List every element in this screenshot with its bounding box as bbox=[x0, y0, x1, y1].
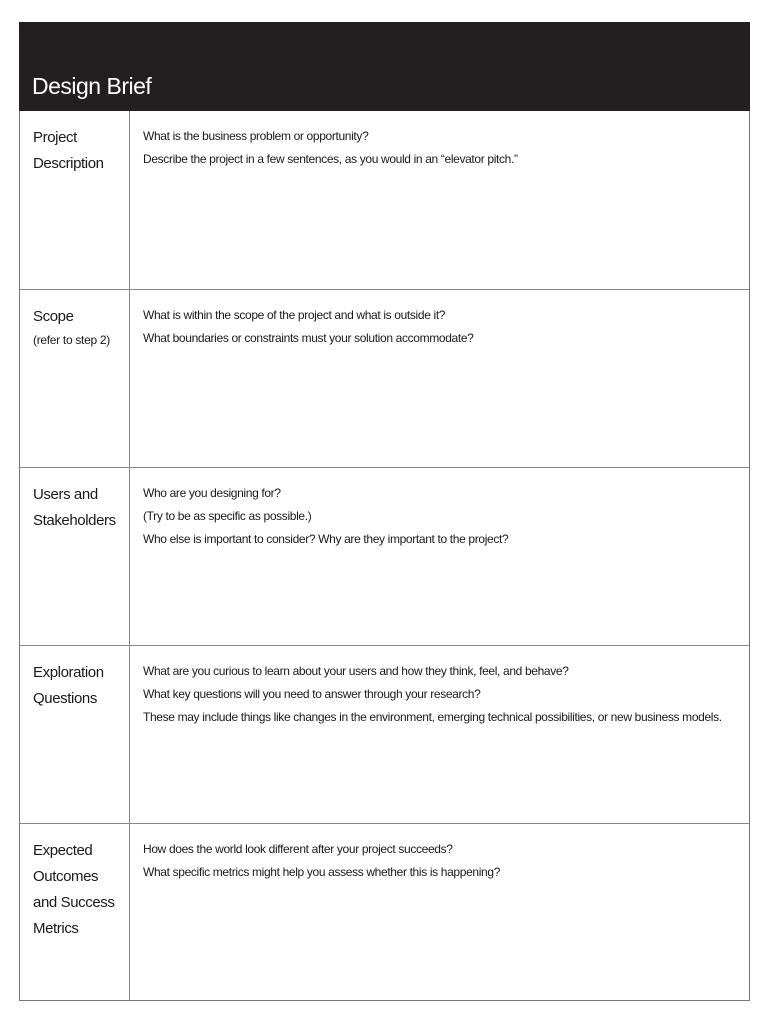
section-label-cell bbox=[20, 290, 130, 467]
section-prompt-cell[interactable] bbox=[130, 111, 749, 289]
section-label-cell bbox=[20, 468, 130, 645]
section-row-expected-outcomes bbox=[20, 823, 749, 1000]
prompt-line: What are you curious to learn about your users and how they think, feel, and behave? bbox=[143, 664, 569, 678]
prompt-line: What is within the scope of the project and what is outside it? bbox=[143, 308, 446, 322]
section-label: Users and Stakeholders bbox=[33, 486, 116, 529]
prompt-line: Who are you designing for? bbox=[143, 486, 281, 500]
prompt-line: (Try to be as specific as possible.) bbox=[143, 509, 312, 523]
section-label-cell bbox=[20, 824, 130, 1000]
header-bar bbox=[19, 22, 750, 111]
section-label-cell bbox=[20, 111, 130, 289]
prompt-line: Describe the project in a few sentences, as you would in an “elevator pitch.” bbox=[143, 152, 518, 166]
section-label: Exploration Questions bbox=[33, 664, 104, 707]
section-prompt-cell[interactable] bbox=[130, 824, 749, 1000]
section-prompt-cell[interactable] bbox=[130, 468, 749, 645]
section-row-project-description bbox=[20, 111, 749, 289]
page-title: Design Brief bbox=[32, 73, 152, 99]
design-brief-sheet bbox=[19, 22, 750, 1004]
prompt-line: What key questions will you need to answer through your research? bbox=[143, 687, 481, 701]
brief-table bbox=[19, 111, 750, 1001]
prompt-line: What is the business problem or opportunity? bbox=[143, 129, 369, 143]
prompt-line: What boundaries or constraints must your solution accommodate? bbox=[143, 331, 474, 345]
prompt-line: These may include things like changes in the environment, emerging technical possibilities, or new business models. bbox=[143, 710, 722, 724]
section-label: Project Description bbox=[33, 129, 104, 172]
section-prompt-cell[interactable] bbox=[130, 290, 749, 467]
prompt-line: Who else is important to consider? Why are they important to the project? bbox=[143, 532, 509, 546]
section-sublabel: (refer to step 2) bbox=[33, 333, 110, 347]
prompt-line: How does the world look different after your project succeeds? bbox=[143, 842, 453, 856]
section-row-exploration-questions bbox=[20, 645, 749, 823]
section-label: Scope bbox=[33, 308, 74, 325]
prompt-line: What specific metrics might help you assess whether this is happening? bbox=[143, 865, 501, 879]
section-prompt-cell[interactable] bbox=[130, 646, 749, 823]
section-label-cell bbox=[20, 646, 130, 823]
section-row-users-stakeholders bbox=[20, 467, 749, 645]
section-row-scope bbox=[20, 289, 749, 467]
section-label: Expected Outcomes and Success Metrics bbox=[33, 842, 115, 937]
